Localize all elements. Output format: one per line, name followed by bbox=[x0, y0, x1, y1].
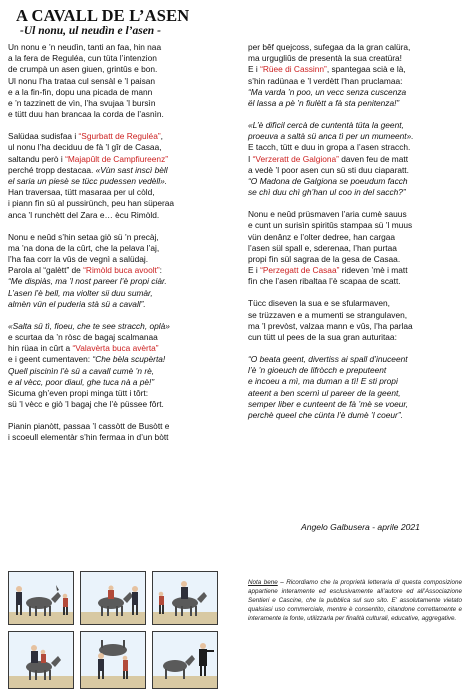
verse-text: E i bbox=[248, 265, 261, 276]
boy-riding-donkey-illustration bbox=[81, 572, 145, 624]
stanza bbox=[8, 321, 222, 411]
verse-line bbox=[8, 198, 222, 209]
stanza bbox=[248, 209, 462, 287]
both-riding-donkey-illustration bbox=[9, 632, 73, 688]
verse-text: “O Madona de Galgiona se poeudum facch bbox=[248, 176, 408, 187]
verse-text: cun tütt ul pees de la sua gran auturitaa: bbox=[248, 332, 397, 343]
place-nickname: “Perzegatt de Casaa” bbox=[260, 265, 340, 276]
verse-text: Parola al “galètt” de bbox=[8, 265, 84, 276]
verse-text: e i geent cumentaven: bbox=[8, 354, 93, 365]
verse-line bbox=[8, 332, 222, 343]
verse-line bbox=[248, 388, 462, 399]
illustration-panel-3 bbox=[152, 571, 218, 625]
verse-line bbox=[248, 410, 462, 421]
verse-line bbox=[248, 310, 462, 321]
verse-line bbox=[8, 377, 222, 388]
verse-text: l’ha faa corr la vûs de vegnì a salüdaj. bbox=[8, 254, 149, 265]
verse-text: Nonu e neûd s’hin setaa giò sü ’n precàj, bbox=[8, 231, 159, 242]
verse-line bbox=[248, 232, 462, 243]
verse-text: Han traversaa, tütt masaraa per ul còld, bbox=[8, 187, 155, 198]
verse-line bbox=[248, 209, 462, 220]
verse-text: L’asen l’è bell, ma violter sii duu sumàr, bbox=[8, 287, 153, 298]
illustration-panel-6 bbox=[152, 631, 218, 689]
verse-line bbox=[8, 366, 222, 377]
verse-text: perchè queel che cünta l’è dumè ’l coeur”. bbox=[248, 410, 403, 421]
verse-text: «Salta sü tì, fioeu, che te see stracch, oplà» bbox=[8, 320, 170, 331]
verse-text: almèn vün el puderia stà sü a cavall”. bbox=[8, 298, 146, 309]
verse-line bbox=[248, 165, 462, 176]
verse-line bbox=[8, 53, 222, 64]
verse-line bbox=[8, 343, 222, 354]
verse-line bbox=[248, 399, 462, 410]
verse-text: e tütt duu han brancaa la corda de l’asnìn. bbox=[8, 109, 164, 120]
verse-line bbox=[248, 321, 462, 332]
place-nickname: “Valavèrta buca avèrta” bbox=[72, 343, 159, 354]
verse-text: fìn che l’asen ribaltaa l’è scapaa de scatt. bbox=[248, 276, 401, 287]
verse-line bbox=[248, 176, 462, 187]
verse-line bbox=[248, 365, 462, 376]
verse-line bbox=[248, 354, 462, 365]
verse-text: Sicuma gh’even propi minga tütt i tôrt: bbox=[8, 388, 149, 399]
verse-line bbox=[248, 265, 462, 276]
verse-text: E i bbox=[248, 64, 261, 75]
stanza bbox=[8, 232, 222, 310]
verse-line bbox=[8, 254, 222, 265]
verse-text: s’hin radünaa e ’l verdètt l’han pruclamaa: bbox=[248, 75, 403, 86]
verse-text: se trüzzaven e a mumenti se strangulaven, bbox=[248, 309, 408, 320]
old-man-riding-donkey-illustration bbox=[153, 572, 217, 624]
verse-line bbox=[8, 187, 222, 198]
verse-text: vün denânz e l’olter dedree, han cargaa bbox=[248, 231, 396, 242]
verse-text: ul nonu l’ha deciduu de fà ’l gîr de Casaa, bbox=[8, 142, 162, 153]
verse-line bbox=[8, 109, 222, 120]
illustration-panel-1 bbox=[8, 571, 74, 625]
verse-line bbox=[8, 42, 222, 53]
verse-text: per bêf quejcoss, sufegaa da la gran calüra, bbox=[248, 42, 411, 52]
place-nickname: “Majapûlt de Campfiureenz” bbox=[65, 153, 169, 164]
verse-line bbox=[8, 98, 222, 109]
donkey-running-away-illustration bbox=[153, 632, 217, 688]
verse-text: ma urgugliûs de presentà la sua creatüra! bbox=[248, 53, 402, 64]
verse-text: Nonu e neûd prüsmaven l’aria cumè sauus bbox=[248, 209, 407, 220]
verse-text: “Che bèla scupèrta! bbox=[92, 354, 166, 365]
page-subtitle: -Ul nonu, ul neudìn e l’asen - bbox=[20, 25, 161, 37]
stanza bbox=[8, 421, 222, 443]
verse-line bbox=[8, 354, 222, 365]
verse-text: e incoeu a mì, ma duman a tì! E sti propi bbox=[248, 376, 398, 387]
verse-line bbox=[248, 64, 462, 75]
verse-text: «L’è difìcil cercà de cuntentà tüta la geent, bbox=[248, 120, 404, 131]
verse-line bbox=[248, 131, 462, 142]
verse-line bbox=[248, 298, 462, 309]
verse-text: rideven ’mè i matt bbox=[339, 265, 408, 276]
verse-line bbox=[248, 276, 462, 287]
verse-text: hin rüaa in cûrt a bbox=[8, 343, 73, 354]
verse-line bbox=[8, 388, 222, 399]
footnote bbox=[248, 578, 462, 623]
verse-text: i scoeull elementàr s’hin fermaa in d’un bòtt bbox=[8, 432, 169, 443]
verse-line bbox=[248, 332, 462, 343]
verse-line bbox=[8, 142, 222, 153]
verse-text: proeuva a saltà sü anca tì per un mumeent». bbox=[248, 131, 414, 142]
verse-text: sü ’l vècc e giò ’l bagaj che l’è püssee fôrt. bbox=[8, 399, 164, 410]
verse-text: anca ’l runchètt del Zara e… ècu Rimòld. bbox=[8, 209, 160, 220]
verse-line bbox=[8, 131, 222, 142]
verse-line bbox=[8, 64, 222, 75]
verse-text: E tacch, tütt e duu in gropa a l’asen stracch. bbox=[248, 142, 411, 153]
verse-line bbox=[8, 176, 222, 187]
verse-line bbox=[8, 276, 222, 287]
verse-text: : bbox=[159, 265, 162, 276]
verse-line bbox=[248, 154, 462, 165]
page-title: A CAVALL DE L’ASEN bbox=[16, 6, 190, 25]
verse-text: el saria un piesè se tücc pudessen vedèll». bbox=[8, 176, 168, 187]
stanza bbox=[8, 42, 222, 120]
verse-line bbox=[8, 432, 222, 443]
verse-line bbox=[8, 165, 222, 176]
verse-line bbox=[8, 76, 222, 87]
stanza bbox=[248, 120, 462, 198]
illustration-panel-5 bbox=[80, 631, 146, 689]
verse-text: “O beata geent, divertiss ai spall d’inuceent bbox=[248, 354, 408, 365]
verse-text: Pianin pianòtt, passaa ’l cassòtt de Busòtt e bbox=[8, 421, 170, 432]
author-signature: Angelo Galbusera - aprile 2021 bbox=[301, 522, 420, 532]
verse-line bbox=[248, 254, 462, 265]
verse-line bbox=[8, 399, 222, 410]
verse-text: se chì duu chì gh’han ul coo in del sacch?” bbox=[248, 187, 406, 198]
verse-line bbox=[8, 265, 222, 276]
verse-text: “Me dispiàs, ma ’l nost pareer l’è propi ciàr. bbox=[8, 276, 167, 287]
place-nickname: “Rimòld buca avoolt” bbox=[83, 265, 160, 276]
verse-line bbox=[8, 288, 222, 299]
footnote-label: Nota bene bbox=[248, 579, 278, 586]
verse-text: propi fìn sül sagraa de la gesa de Casaa. bbox=[248, 254, 401, 265]
place-nickname: “Verzeratt de Galgiona” bbox=[252, 153, 339, 164]
stanza bbox=[8, 131, 222, 221]
verse-text: «Vùn sast inscì bèll bbox=[95, 164, 168, 175]
verse-line bbox=[8, 243, 222, 254]
illustration-strip bbox=[8, 571, 219, 689]
verse-line bbox=[248, 187, 462, 198]
verse-text: saltandu però i bbox=[8, 153, 66, 164]
verse-text: , spantegaa scià e là, bbox=[326, 64, 406, 75]
verse-text: Un nonu e ’n neudìn, tanti an faa, hin naa bbox=[8, 42, 162, 52]
stanza bbox=[248, 42, 462, 109]
verse-text: perché tropp destacaa. bbox=[8, 164, 96, 175]
verse-text: ël lassa a pè ’n fiulètt a fà sta penitenza!” bbox=[248, 98, 400, 109]
verse-line bbox=[248, 120, 462, 131]
verse-text: e ’n tazzinett de vìn, l’ha svujaa ’l bursìn bbox=[8, 98, 156, 109]
stanza bbox=[248, 354, 462, 421]
poem-left-column bbox=[8, 42, 222, 454]
verse-text: i piann fìn sü al pussirünch, peu han süperaa bbox=[8, 198, 175, 209]
verse-text: “Ma varda ’n poo, un vecc senza cuscenza bbox=[248, 86, 407, 97]
verse-line bbox=[248, 376, 462, 387]
verse-line bbox=[248, 98, 462, 109]
verse-line bbox=[8, 421, 222, 432]
verse-text: Tücc diseven la sua e se sfularmaven, bbox=[248, 298, 390, 309]
poem-right-column bbox=[248, 42, 462, 432]
verse-text: e scurtaa da ’n ròsc de bagaj scalmanaa bbox=[8, 332, 158, 343]
verse-text: semper liber e cunteent de fà ’mè se voeur, bbox=[248, 398, 409, 409]
verse-line bbox=[8, 232, 222, 243]
verse-line bbox=[248, 53, 462, 64]
verse-line bbox=[8, 87, 222, 98]
verse-text: e al vècc, poor diaul, ghe tuca nà a pè!” bbox=[8, 376, 155, 387]
verse-text: l’asen sül spall e, sderenaa, l’han purtaa bbox=[248, 242, 397, 253]
place-nickname: “Sgurbatt de Reguléa” bbox=[78, 131, 161, 142]
illustration-panel-2 bbox=[80, 571, 146, 625]
verse-text: I bbox=[248, 153, 253, 164]
verse-text: daven feu de matt bbox=[338, 153, 409, 164]
verse-text: a la fera de Reguléa, cun tüta l’intenzion bbox=[8, 53, 157, 64]
verse-text: Salüdaa sudisfaa i bbox=[8, 131, 79, 142]
verse-line bbox=[8, 154, 222, 165]
verse-text: ma ’na dona de la cûrt, che la pelava l’aj, bbox=[8, 242, 160, 253]
verse-line bbox=[248, 142, 462, 153]
verse-text: , bbox=[160, 131, 163, 142]
verse-line bbox=[8, 321, 222, 332]
verse-line bbox=[248, 243, 462, 254]
verse-text: e a la fin-fin, dopu una picada de mann bbox=[8, 86, 153, 97]
verse-text: e cunt un surisìn spiritûs stampaa sü ’l muus bbox=[248, 220, 413, 231]
verse-line bbox=[248, 42, 462, 53]
verse-text: Quell piscinìn l’è sü a cavall cumè ’n rè, bbox=[8, 365, 155, 376]
verse-text: ateent a ben scernì ul pareer de la geent, bbox=[248, 387, 401, 398]
verse-line bbox=[248, 76, 462, 87]
verse-text: Ul nonu l’ha trataa cul sensàl e ’l paisan bbox=[8, 75, 156, 86]
verse-line bbox=[248, 220, 462, 231]
donkey-and-walkers-illustration bbox=[9, 572, 73, 624]
place-nickname: “Rüee di Cassinn” bbox=[260, 64, 327, 75]
verse-text: a vedè ’l poor asen cun sü sti duu ciaparatt. bbox=[248, 164, 409, 175]
verse-text: ma ’l prevòst, valzaa mann e vûs, l’ha parlaa bbox=[248, 320, 413, 331]
carrying-donkey-illustration bbox=[81, 632, 145, 688]
stanza bbox=[248, 298, 462, 343]
verse-line bbox=[8, 299, 222, 310]
illustration-panel-4 bbox=[8, 631, 74, 689]
verse-line bbox=[248, 87, 462, 98]
verse-text: l’è ’n gioeuch de lifròcch e preputeent bbox=[248, 365, 387, 376]
verse-line bbox=[8, 210, 222, 221]
verse-text: de crumpà un asen giuen, grintûs e bon. bbox=[8, 64, 158, 75]
footnote-text: – Ricordiamo che la proprietà letteraria di questa composizione appartiene interamente ed esclusivamente all’autore ed all’Associazione Sentieri e Cascine, che la pubblica sul suo sito. E’ assolutamente vietato qualsiasi uso commerciale, mentre è consentito, citandone correttamente e interamente la fonte, utilizzarla per finalità culturali, educative, aggregative. bbox=[248, 579, 462, 623]
